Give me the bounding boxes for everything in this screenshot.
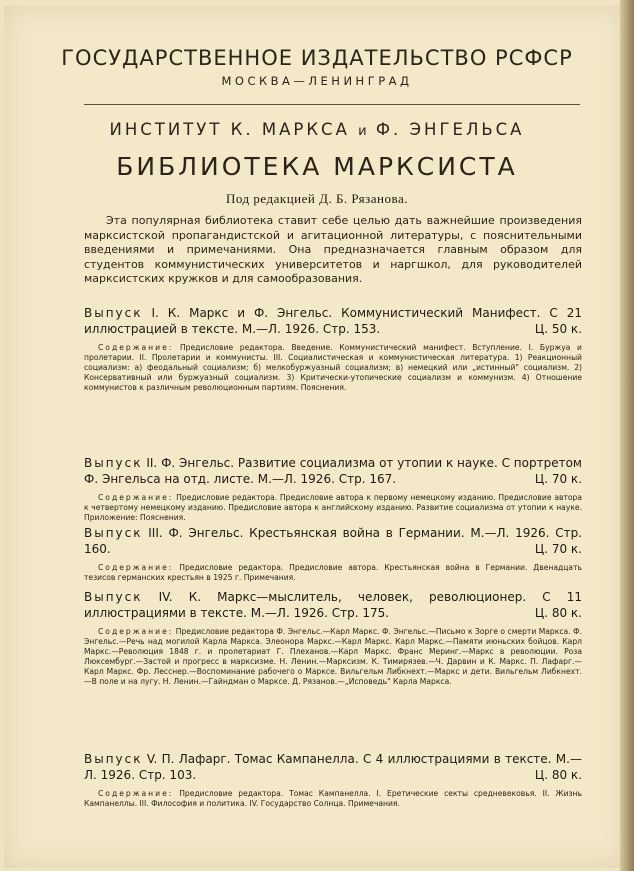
issue-price: Ц. 70 к. (534, 541, 582, 556)
contents-text: Предисловие редактора. Предисловие автора. Крестьянская война в Германии. Двенадцать тезисов германских крестьян в 1925 г. Примечания. (84, 563, 582, 582)
issue-price: Ц. 50 к. (534, 321, 582, 336)
institute-and: и (358, 124, 368, 139)
issue-title: К. Маркс и Ф. Энгельс. Коммунистический Манифест. С 21 иллюстрацией в тексте. М.—Л. 1926. Стр. 153. (84, 306, 582, 336)
issue-heading (84, 752, 582, 783)
issue-title: Ф. Энгельс. Развитие социализма от утопии к науке. С портретом Ф. Энгельса на отд. листе. М.—Л. 1926. Стр. 167. (84, 456, 582, 486)
publisher-city: МОСКВА—ЛЕНИНГРАД (221, 74, 413, 88)
contents-text: Предисловие редактора. Введение. Коммунистический манифест. Вступление. I. Буржуа и пролетарии. II. Пролетарии и коммунисты. III. Социалистическая и коммунистическая литература. 1) Реакционный социализм: а) феодальный социализм; б) мелкобуржуазный социализм; в) немецкий или „истинный" социализм. 2) Консервативный или буржуазный социализм. 3) Критически-утопические социализм и коммунизм. 4) Отношение коммунистов к различным революционным партиям. Пояснения. (84, 343, 582, 392)
issue-number: I. (151, 306, 159, 320)
issue-label: Выпуск (84, 456, 143, 470)
institute-part-a: ИНСТИТУТ К. МАРКСА (109, 120, 350, 139)
issue-title: К. Маркс—мыслитель, человек, революционер. С 11 иллюстрациями в тексте. М.—Л. 1926. Стр. 175. (84, 590, 582, 620)
issue-title: Ф. Энгельс. Крестьянская война в Германии. М.—Л. 1926. Стр. 160. (84, 526, 582, 556)
issue-entry (84, 752, 582, 809)
issue-label: Выпуск (84, 306, 143, 320)
contents-text: Предисловие редактора. Томас Кампанелла. I. Еретические секты средневековья. II. Жизнь Кампанеллы. III. Философия и политика. IV. Государство Солнца. Примечания. (84, 789, 582, 808)
series-title: БИБЛИОТЕКА МАРКСИСТА (116, 152, 518, 181)
contents-label: Содержание: (98, 789, 174, 798)
issue-entry (84, 590, 582, 687)
issue-entry (84, 306, 582, 393)
institute-name (0, 120, 634, 139)
issue-contents (84, 789, 582, 809)
contents-label: Содержание: (98, 343, 174, 352)
issue-label: Выпуск (84, 526, 143, 540)
issue-heading (84, 306, 582, 337)
issue-heading (84, 526, 582, 557)
issue-price: Ц. 80 к. (534, 767, 582, 782)
contents-label: Содержание: (98, 563, 174, 572)
contents-label: Содержание: (98, 627, 174, 636)
issue-contents (84, 563, 582, 583)
editor-line: Под редакцией Д. Б. Рязанова. (226, 191, 408, 206)
contents-label: Содержание: (98, 493, 174, 502)
issue-entry (84, 526, 582, 583)
publisher-name: ГОСУДАРСТВЕННОЕ ИЗДАТЕЛЬСТВО РСФСР (61, 46, 573, 70)
issue-number: II. (146, 456, 158, 470)
issue-heading (84, 456, 582, 487)
issue-number: V. (146, 752, 158, 766)
contents-text: Предисловие редактора. Предисловие автора к первому немецкому изданию. Предисловие автора к четвертому немецкому изданию. Предисловие автора к английскому изданию. Развитие социализма от утопии к науке. Приложение: Пояснения. (84, 493, 583, 522)
institute-part-b: Ф. ЭНГЕЛЬСА (375, 120, 525, 139)
issue-price: Ц. 80 к. (534, 605, 582, 620)
intro-paragraph: Эта популярная библиотека ставит себе целью дать важнейшие произведения марксистской пропагандистской и агитационной литературы, с пояснительными введениями и примечаниями. Она предназначается главным образом для студентов коммунистических университетов и наргшкол, для руководителей марксистских кружков и для самообразования. (84, 214, 582, 286)
contents-text: Предисловие редактора Ф. Энгельс.—Карл Маркс. Ф. Энгельс.—Письмо к Зорге о смерти Маркса. Ф. Энгельс.—Речь над могилой Карла Маркса. Элеонора Маркс.—Карл Маркс. Карл Маркс.—Памяти июньских бойцов. Карл Маркс.—Революция 1848 г. и пролетариат Г. Плеханов.—Карл Маркс. Франс Меринг.—Маркс в революции. Роза Люксембург.—Застой и прогресс в марксизме. Н. Ленин.—Марксизм. К. Тимирязев.—Ч. Дарвин и К. Маркс. П. Лафарг.—Карл Маркс. Фр. Лесснер.—Воспоминание рабочего о Марксе. Вильгельм Либкнехт.—Маркс и дети. Вильгельм Либкнехт.—В поле и на лугу. Н. Ленин.—Гайндман о Марксе. Д. Рязанов.—„Исповедь" Карла Маркса. (84, 627, 582, 686)
issue-title: П. Лафарг. Томас Кампанелла. С 4 иллюстрациями в тексте. М.—Л. 1926. Стр. 103. (84, 752, 582, 782)
issue-number: IV. (158, 590, 173, 604)
issue-heading (84, 590, 582, 621)
issue-contents (84, 343, 582, 393)
issue-number: III. (148, 526, 163, 540)
issue-label: Выпуск (84, 752, 143, 766)
issue-label: Выпуск (84, 590, 143, 604)
issue-price: Ц. 70 к. (534, 471, 582, 486)
issue-contents (84, 493, 582, 523)
issue-entry (84, 456, 582, 523)
issue-contents (84, 627, 582, 687)
divider (84, 104, 580, 105)
